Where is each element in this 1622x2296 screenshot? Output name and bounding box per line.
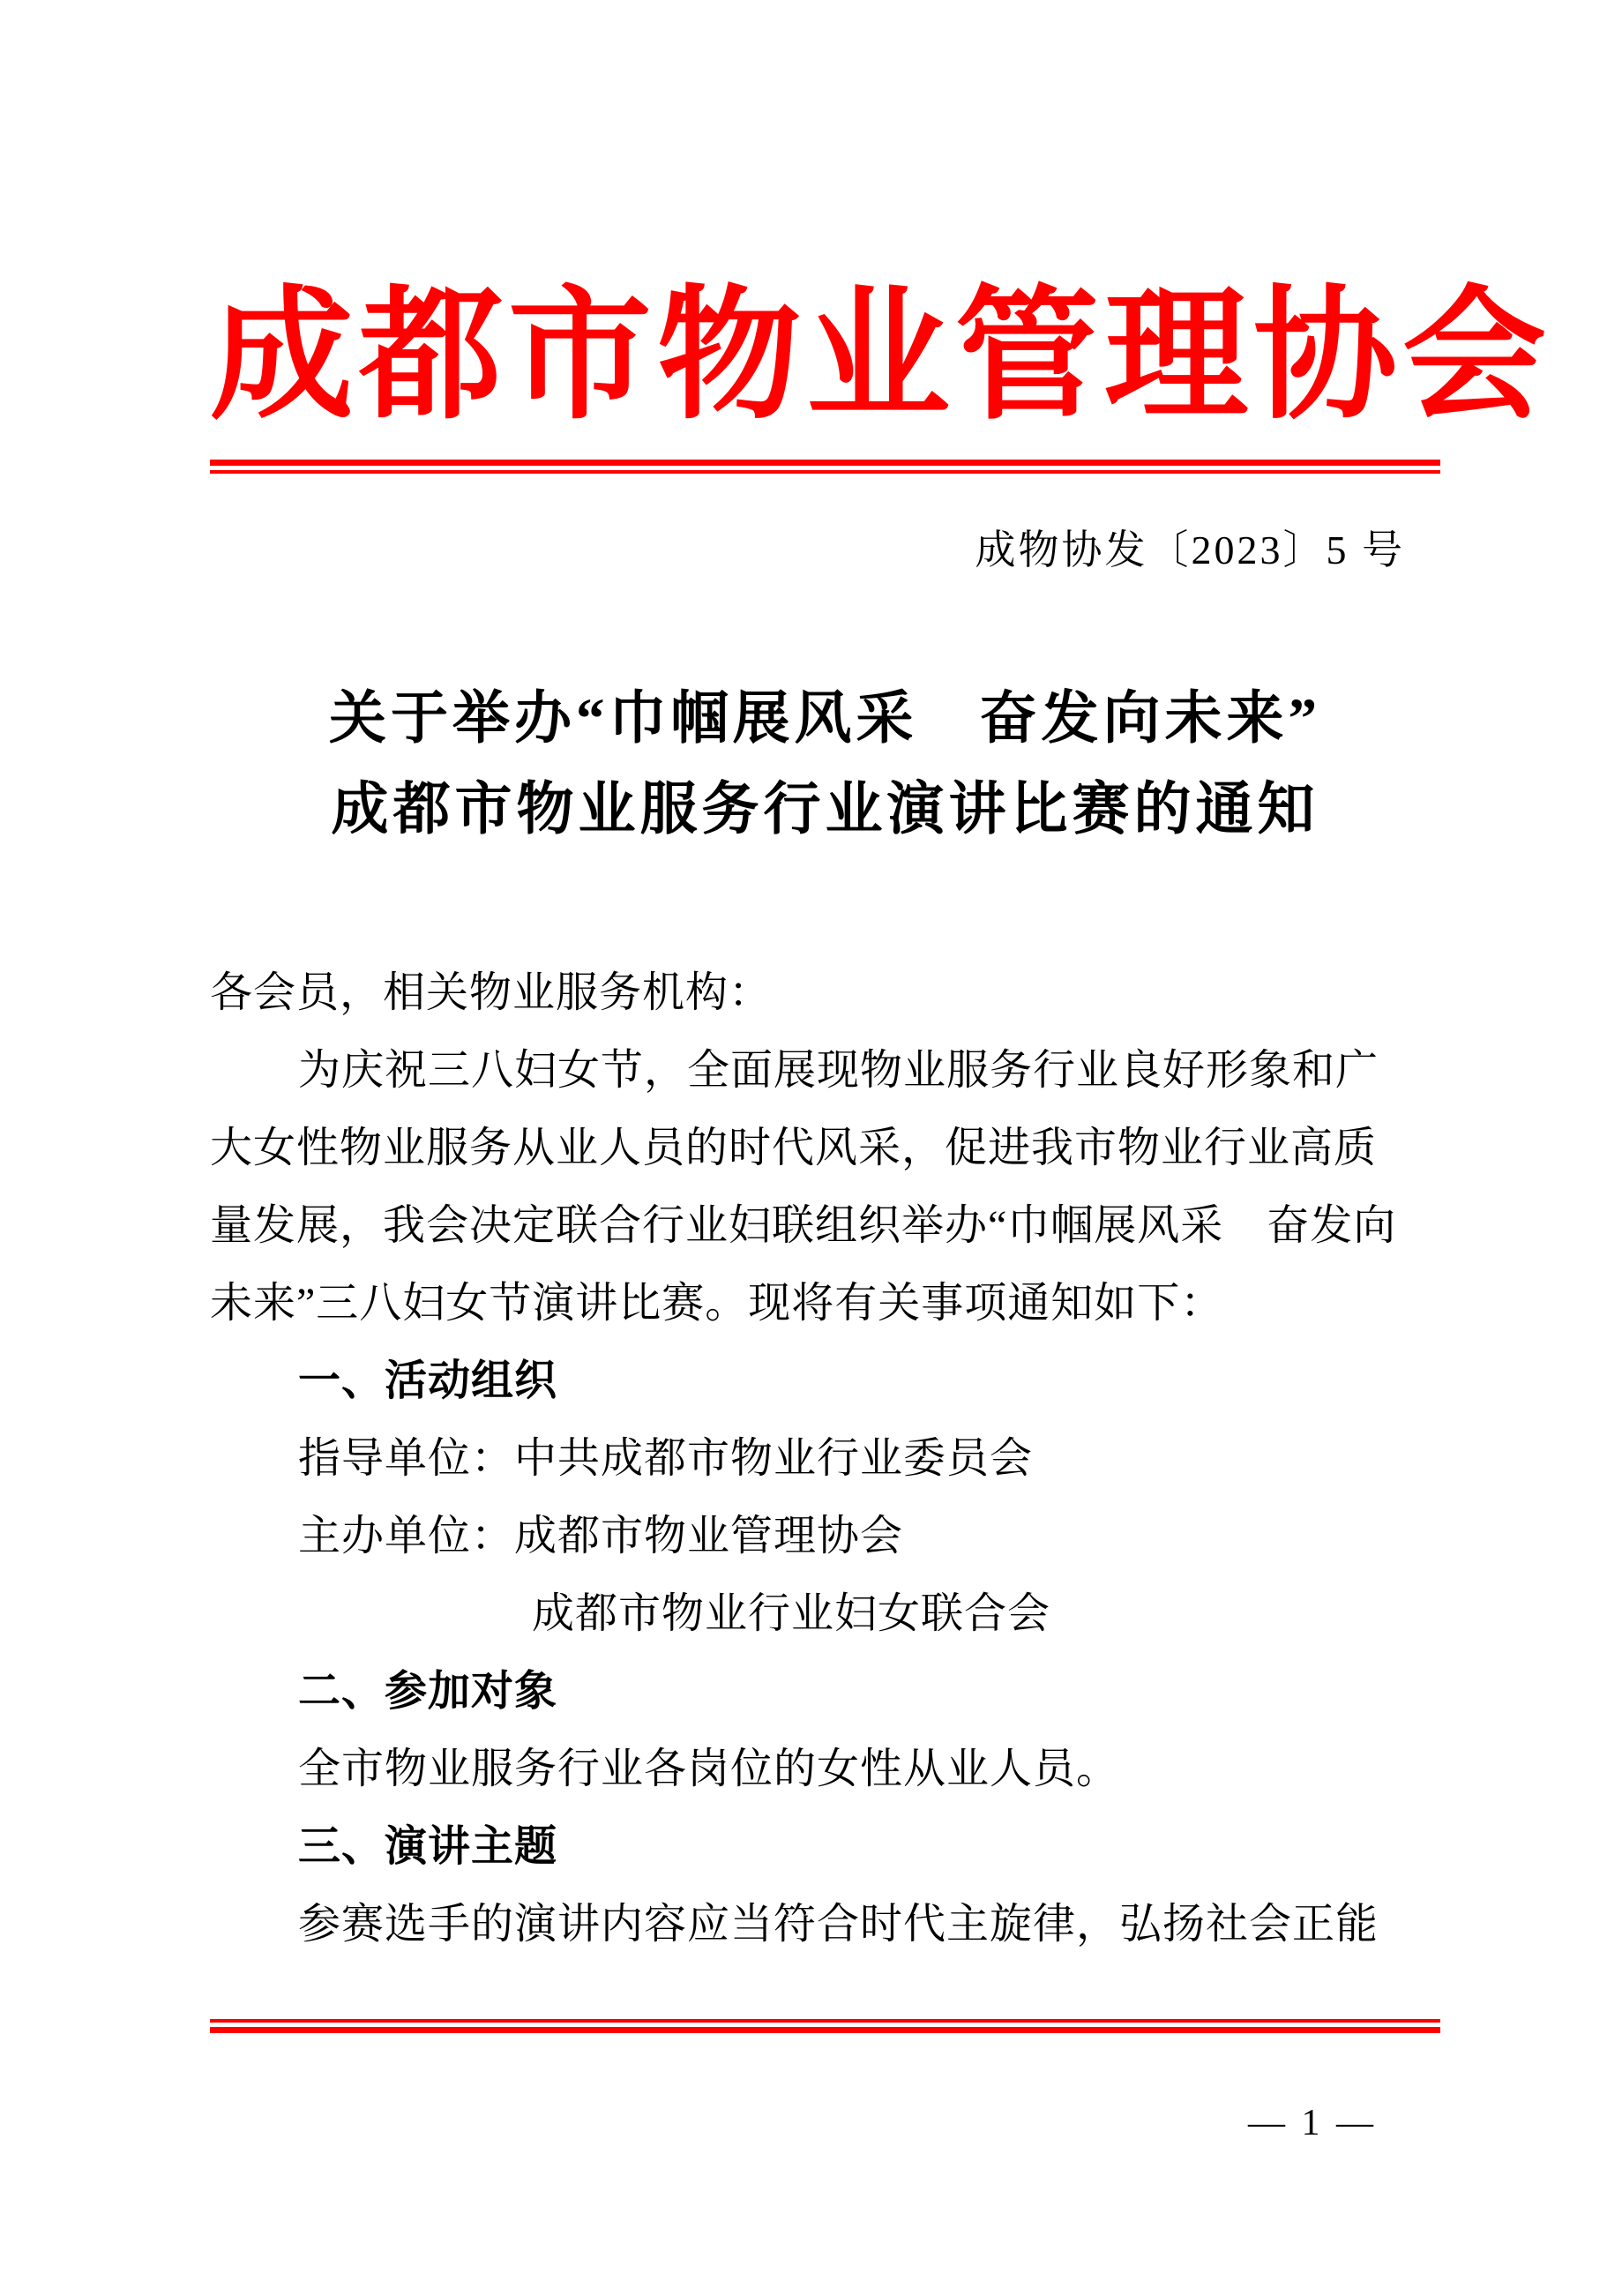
- doc-title: [210, 674, 1440, 856]
- doc-title-line1: 关于举办“巾帼展风采 奋发向未来”: [328, 687, 1321, 751]
- body-line: 参赛选手的演讲内容应当符合时代主旋律，弘扬社会正能: [298, 1901, 1379, 1948]
- section-heading: 二、参加对象: [298, 1668, 558, 1715]
- section-heading: 一、活动组织: [298, 1357, 558, 1404]
- body-line: 成都市物业行业妇女联合会: [532, 1590, 1051, 1637]
- org-masthead: 成都市物业管理协会: [210, 278, 1552, 437]
- body-line: 主办单位：成都市物业管理协会: [298, 1513, 904, 1559]
- header-rule-thin: [210, 470, 1440, 474]
- body-line: 全市物业服务行业各岗位的女性从业人员。: [298, 1746, 1120, 1792]
- page-number: — 1 —: [1248, 2103, 1377, 2143]
- body-line: 未来”三八妇女节演讲比赛。现将有关事项通知如下：: [210, 1280, 1224, 1327]
- body-line: 指导单位：中共成都市物业行业委员会: [298, 1435, 1034, 1482]
- body-line: 量发展，我会决定联合行业妇联组织举办“巾帼展风采 奋发向: [210, 1202, 1397, 1249]
- body-line: 各会员，相关物业服务机构：: [210, 969, 773, 1016]
- header-rule-thick: [210, 460, 1440, 466]
- section-heading: 三、演讲主题: [298, 1823, 558, 1870]
- footer-rule-thick: [210, 2027, 1440, 2033]
- body-line: 为庆祝三八妇女节，全面展现物业服务行业良好形象和广: [298, 1047, 1379, 1094]
- body-lines: [210, 954, 1440, 1963]
- doc-title-line2: 成都市物业服务行业演讲比赛的通知: [331, 778, 1319, 841]
- footer-rule-thin: [210, 2019, 1440, 2023]
- doc-number: 成物协发〔2023〕5 号: [975, 527, 1405, 572]
- body-line: 大女性物业服务从业人员的时代风采，促进我市物业行业高质: [210, 1125, 1378, 1171]
